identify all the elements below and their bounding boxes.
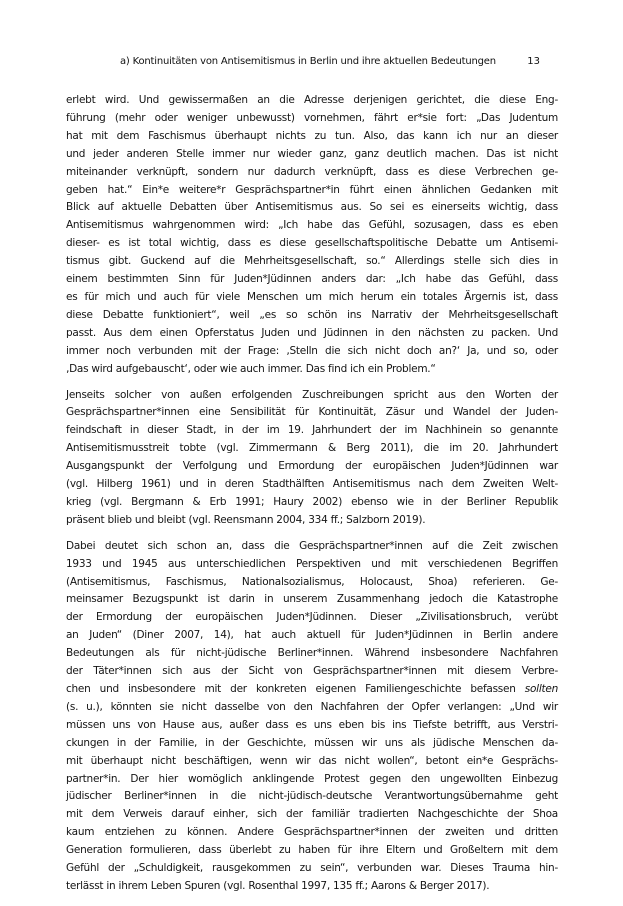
text-line: jüdischer Berliner*innen in die nicht-jüdisch-deutsche Verantwortungsübernahme geht (66, 790, 558, 803)
text-line: Ausgangspunkt der Verfolgung und Ermordung der europäischen Juden*Jüdinnen war (66, 460, 558, 473)
text-line: Generation formulieren, dass überlebt zu haben für ihre Eltern und Großeltern mit dem (66, 844, 558, 857)
text-line: immer noch verbunden mit der Frage: ‚Stelln die sich nicht doch an?‘ Ja, und so, oder (66, 344, 558, 357)
text-line: Bedeutungen als für nicht-jüdische Berliner*innen. Während insbesondere Nachfahren (66, 647, 558, 660)
text-line: einem bestimmten Sinn für Juden*Jüdinnen anders dar: „Ich habe das Gefühl, dass (66, 273, 558, 286)
text-line: Dabei deutet sich schon an, dass die Gesprächspartner*innen auf die Zeit zwischen (66, 539, 558, 552)
text-line: Antisemitismus wahrgenommen wird: „Ich habe das Gefühl, sozusagen, dass es eben (66, 219, 558, 232)
text-line: der Täter*innen sich aus der Sicht von Gesprächspartner*innen mit diesem Verbre- (66, 665, 558, 678)
text-line: ckungen in der Familie, in der Geschichte, müssen wir uns als jüdische Menschen da- (66, 736, 558, 749)
running-header (84, 56, 540, 72)
text-line: passt. Aus dem einen Opferstatus Juden und Jüdinnen in den nächsten zu packen. Und (66, 326, 558, 339)
text-line: präsent blieb und bleibt (vgl. Reensmann 2004, 334 ff.; Salzborn 2019). (66, 513, 426, 526)
body-text (66, 92, 558, 904)
text-line: kaum entziehen zu können. Andere Gesprächspartner*innen der zweiten und dritten (66, 826, 558, 839)
text-line: meinsamer Bezugspunkt ist darin in unserem Zusammenhang jedoch die Katastrophe (66, 593, 558, 606)
text-line: krieg (vgl. Bergmann & Erb 1991; Haury 2002) ebenso wie in der Berliner Republik (66, 495, 558, 508)
text-line: (vgl. Hilberg 1961) und in deren Stadthälften Antisemitismus nach dem Zweiten Welt- (66, 478, 558, 491)
running-title: a) Kontinuitäten von Antisemitismus in Berlin und ihre aktuellen Bedeutungen (120, 56, 496, 67)
text-line: mit überhaupt nicht beschäftigen, wenn wir das nicht wollen“, betont ein*e Gesprächs- (66, 754, 558, 767)
text-line: ‚Das wird aufgebauscht‘, oder wie auch immer. Das find ich ein Problem.“ (66, 362, 436, 375)
text-line: führung (mehr oder weniger unbewusst) vornehmen, fährt er*sie fort: „Das Judentum (66, 111, 558, 124)
text-line: mit dem Verweis darauf einher, sich der familiär tradierten Nachgeschichte der Shoa (66, 808, 558, 821)
text-line: Gefühl der „Schuldigkeit, rausgekommen zu sein“, verbunden war. Dieses Trauma hin- (66, 862, 558, 875)
text-line: hat mit dem Faschismus überhaupt nichts zu tun. Also, das kann ich nur an dieser (66, 129, 558, 142)
text-line: erlebt wird. Und gewissermaßen an die Adresse derjenigen gerichtet, die diese Eng- (66, 94, 558, 106)
text-line: Antisemitismusstreit tobte (vgl. Zimmermann & Berg 2011), die im 20. Jahrhundert (66, 442, 558, 455)
text-line: miteinander verknüpft, sondern nur dadurch verknüpft, dass es diese Verbrechen ge- (66, 165, 558, 178)
text-line: tismus gibt. Guckend auf die Mehrheitsgesellschaft, so.“ Allerdings stelle sich dies in (66, 255, 558, 268)
text-line: und jeder anderen Stelle immer nur wieder ganz, ganz deutlich machen. Das ist nicht (66, 147, 558, 160)
paragraph (66, 538, 558, 896)
text-line: chen und insbesondere mit der konkreten eigenen Familiengeschichte befassen sollten (66, 683, 558, 695)
text-line: müssen uns von Hause aus, außer dass es uns eben bis ins Tiefste betrifft, aus Verstri- (66, 718, 558, 731)
text-line: 1933 und 1945 aus unterschiedlichen Perspektiven und mit verschiedenen Begriffen (66, 557, 558, 570)
paragraph (66, 387, 558, 530)
paragraph (66, 92, 558, 379)
text-line: terlässt in ihrem Leben Spuren (vgl. Rosenthal 1997, 135 ff.; Aarons & Berger 2017). (66, 879, 490, 892)
text-line: partner*in. Der hier womöglich anklingende Protest gegen den ungewollten Einbezug (66, 772, 558, 785)
text-line: diese Debatte funktioniert“, weil „es so schön ins Narrativ der Mehrheitsgesellschaft (66, 308, 558, 321)
text-line: feindschaft in dieser Stadt, in der im 19. Jahrhundert der im Nachhinein so genannte (66, 424, 558, 437)
page-number: 13 (527, 56, 540, 67)
text-line: geben hat.“ Ein*e weitere*r Gesprächspartner*in führt einen ähnlichen Gedanken mit (66, 183, 558, 196)
text-line: Gesprächspartner*innen eine Sensibilität für Kontinuität, Zäsur und Wandel der Juden- (66, 406, 558, 419)
text-line: an Juden“ (Diner 2007, 14), hat auch aktuell für Juden*Jüdinnen in Berlin andere (66, 629, 558, 642)
text-line: Jenseits solcher von außen erfolgenden Zuschreibungen spricht aus den Worten der (66, 388, 558, 401)
emphasis: sollten (524, 683, 558, 695)
text-line: dieser- es ist total wichtig, dass es diese gesellschaftspolitische Debatte um Antisemi- (66, 237, 558, 250)
text-line: (Antisemitismus, Faschismus, Nationalsozialismus, Holocaust, Shoa) referieren. Ge- (66, 575, 558, 588)
text-line: (s. u.), könnten sie nicht dasselbe von den Nachfahren der Opfer verlangen: „Und wir (66, 700, 558, 713)
text-line: der Ermordung der europäischen Juden*Jüdinnen. Dieser „Zivilisationsbruch, verübt (66, 611, 558, 624)
text-line: es für mich und auch für viele Menschen um mich herum ein totales Ärgernis ist, dass (66, 290, 558, 303)
text-line: Blick auf aktuelle Debatten über Antisemitismus aus. So sei es einerseits wichtig, dass (66, 201, 558, 214)
